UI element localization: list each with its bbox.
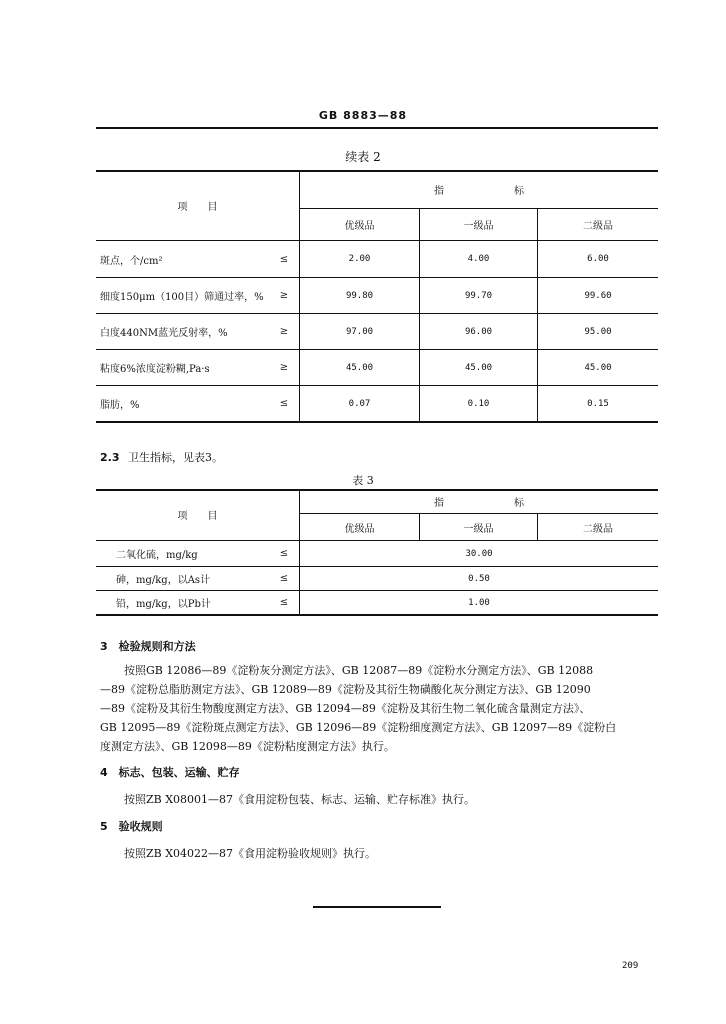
table2-row-item: 粘度6%浓度淀粉糊,Pa·s — [100, 364, 210, 375]
table2-row-symbol: ≥ — [279, 326, 289, 337]
table2-row-value: 45.00 — [464, 362, 493, 373]
table2-row-value: 0.07 — [348, 398, 371, 409]
section-4-title: 4 标志、包装、运输、贮存 — [100, 766, 240, 779]
table2 — [96, 170, 658, 422]
section-2-3-number: 2.3 — [100, 451, 120, 464]
section-3-line: 按照GB 12086—89《淀粉灰分测定方法》、GB 12087—89《淀粉水分测定方法》、GB 12088 — [124, 664, 594, 677]
table2-row-value: 2.00 — [348, 254, 371, 264]
header-rule — [96, 127, 658, 129]
table2-row-value: 97.00 — [345, 326, 374, 337]
table3-grade-header: 一级品 — [463, 523, 494, 535]
section-5-title: 5 验收规则 — [100, 820, 163, 833]
table2-row-value: 0.15 — [587, 398, 609, 409]
table2-row-value: 99.60 — [584, 290, 612, 301]
section-3-line: —89《淀粉及其衍生物酸度测定方法》、GB 12094—89《淀粉及其衍生物二氧化硫含量测定方法》、 — [100, 702, 591, 715]
end-rule — [313, 906, 441, 908]
table3-row-item: 二氧化硫，mg/kg — [116, 550, 198, 561]
table2-row-value: 99.80 — [345, 290, 374, 301]
section-3-body — [100, 661, 660, 756]
table3-row-symbol: ≤ — [279, 573, 289, 584]
table2-item-header: 项 目 — [177, 201, 218, 213]
table3-caption: 表 3 — [352, 474, 374, 487]
table2-row-item: 细度150μm（100目）筛通过率，% — [100, 292, 264, 303]
table2-index-header: 指 标 — [434, 185, 524, 197]
table2-row-item: 白度440NM蓝光反射率，% — [100, 328, 228, 339]
table2-row-symbol: ≥ — [279, 290, 289, 301]
table3-row-value: 30.00 — [465, 548, 493, 559]
table3-row-value: 1.00 — [468, 597, 490, 608]
table2-row-value: 95.00 — [584, 326, 612, 337]
table2-row-symbol: ≤ — [279, 253, 289, 265]
table2-grade-header: 一级品 — [463, 220, 494, 232]
table3-row-item: 砷，mg/kg，以As计 — [116, 575, 211, 586]
table2-grade-header: 优级品 — [344, 220, 375, 232]
section-3-title: 3 检验规则和方法 — [100, 640, 196, 653]
table3-row-value: 0.50 — [468, 573, 490, 584]
table2-grade-header: 二级品 — [583, 220, 613, 232]
table2-row-symbol: ≤ — [279, 398, 289, 409]
table3 — [96, 489, 658, 616]
table3-row-symbol: ≤ — [279, 597, 289, 608]
section-3-line: GB 12095—89《淀粉斑点测定方法》、GB 12096—89《淀粉细度测定方法》、GB 12097—89《淀粉白 — [100, 721, 617, 734]
table3-grade-header: 二级品 — [583, 523, 613, 535]
table2-row-value: 99.70 — [464, 290, 493, 301]
table3-grade-header: 优级品 — [344, 523, 375, 535]
table2-row-value: 45.00 — [584, 362, 612, 373]
table2-row-value: 45.00 — [345, 362, 374, 373]
table3-row-symbol: ≤ — [279, 548, 289, 559]
table3-index-header: 指 标 — [434, 497, 524, 509]
section-3-line: —89《淀粉总脂肪测定方法》、GB 12089—89《淀粉及其衍生物磺酸化灰分测定方法》、GB 12090 — [100, 683, 591, 696]
section-4-body: 按照ZB X08001—87《食用淀粉包装、标志、运输、贮存标准》执行。 — [124, 793, 476, 806]
table2-row-item: 脂肪，% — [100, 400, 140, 411]
section-2-3-text: 卫生指标，见表3。 — [128, 451, 223, 464]
table3-row-item: 铅，mg/kg，以Pb计 — [116, 599, 211, 610]
table2-row-value: 0.10 — [467, 398, 490, 409]
table2-row-value: 4.00 — [467, 254, 490, 264]
page-number: 209 — [622, 961, 639, 971]
section-5-body: 按照ZB X04022—87《食用淀粉验收规则》执行。 — [124, 847, 377, 860]
table2-row-symbol: ≥ — [279, 362, 289, 373]
section-3-line: 度测定方法》、GB 12098—89《淀粉粘度测定方法》执行。 — [100, 740, 395, 753]
standard-code: GB 8883—88 — [318, 109, 408, 122]
table3-item-header: 项 目 — [177, 511, 218, 522]
table2-row-item: 斑点，个/cm² — [100, 255, 163, 267]
table2-row-value: 6.00 — [587, 254, 609, 264]
table2-caption: 续表 2 — [345, 150, 381, 164]
table2-row-value: 96.00 — [464, 326, 493, 337]
